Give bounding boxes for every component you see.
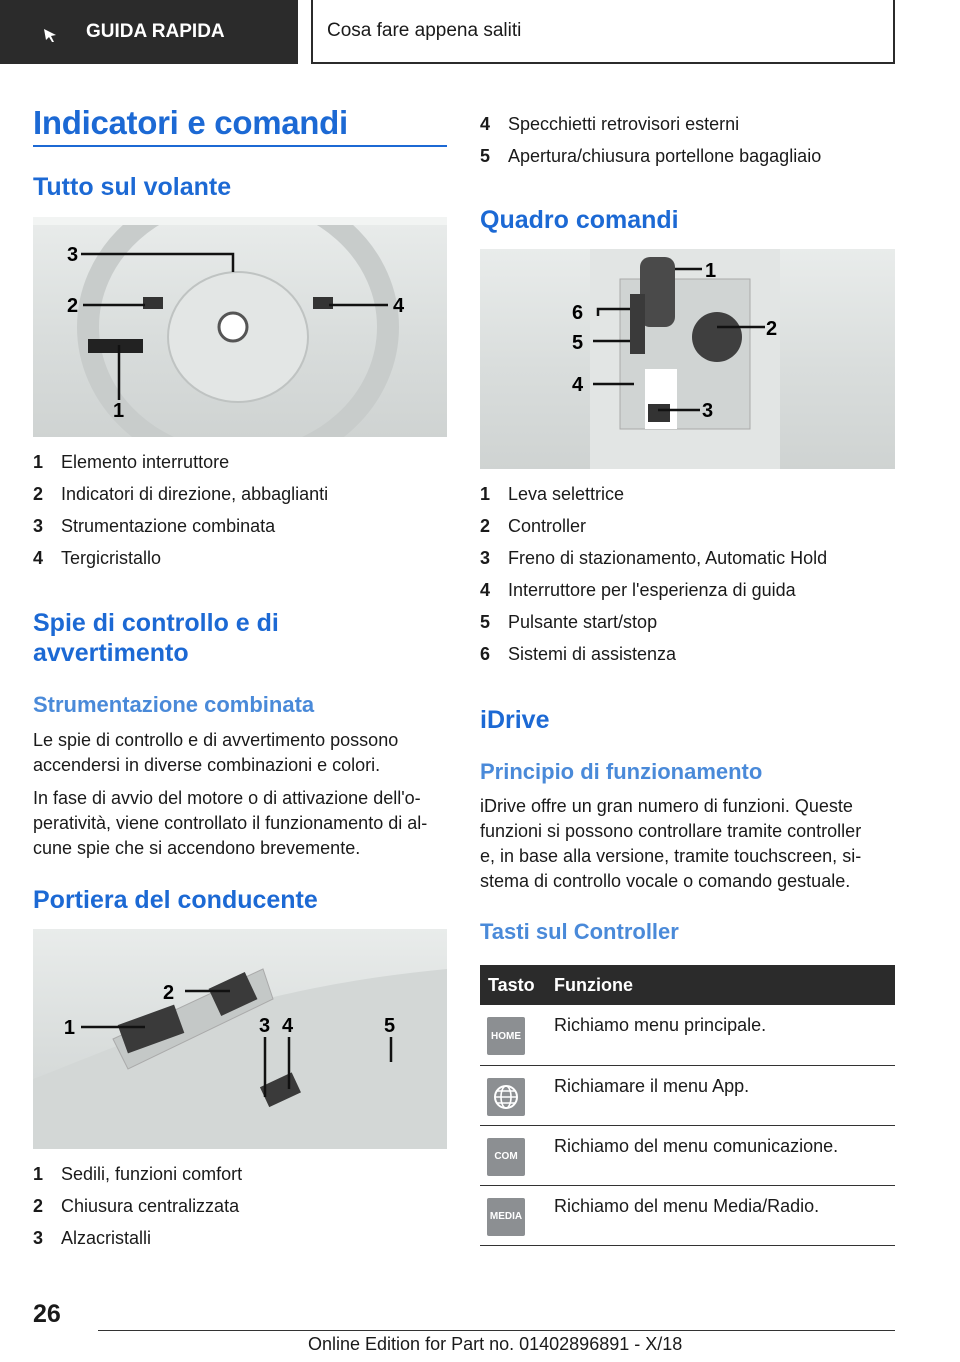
- warnings-heading: Spie di controllo e di avvertimento: [33, 609, 279, 667]
- steering-callout-4: 4: [393, 295, 405, 317]
- door-callout-2: 2: [163, 982, 175, 1004]
- list-item: 4 Tergicristallo: [33, 548, 162, 568]
- list-item: 4 Interruttore per l'esperienza di guida: [480, 580, 796, 600]
- console-callout-3: 3: [702, 400, 714, 422]
- table-cell: Richiamo menu principale.: [550, 1005, 895, 1065]
- console-callout-1: 1: [705, 260, 717, 282]
- table-cell: Richiamo del menu comunicazione.: [550, 1125, 895, 1185]
- idrive-subheading: Principio di funzionamento: [480, 759, 763, 784]
- controller-keys-table: [480, 965, 895, 1246]
- media-key-icon: MEDIA: [487, 1198, 525, 1236]
- table-header-row: [480, 965, 895, 1005]
- steering-callout-3: 3: [67, 244, 79, 266]
- table-row: [480, 1125, 895, 1185]
- steering-wheel-image: [33, 217, 447, 437]
- idrive-paragraph: iDrive offre un gran numero di funzioni. Queste funzioni si possono controllare tramite controller e, in base alla versione, tramite touchscreen, si- stema di controllo vocale o comando gestuale.: [480, 796, 862, 891]
- warnings-subheading: Strumentazione combinata: [33, 692, 315, 717]
- footer-text: Online Edition for Part no. 01402896891 - X/18: [308, 1334, 683, 1354]
- door-callout-5: 5: [384, 1015, 396, 1037]
- home-key-icon: HOME: [487, 1017, 525, 1055]
- door-list-continued: [480, 114, 821, 178]
- console-callout-2: 2: [766, 318, 778, 340]
- controller-keys-heading: Tasti sul Controller: [480, 919, 679, 944]
- warnings-paragraph-1: Le spie di controllo e di avvertimento possono accendersi in diverse combinazioni e colori.: [33, 730, 399, 775]
- table-row: [480, 1005, 895, 1065]
- warnings-paragraph-2: In fase di avvio del motore o di attivazione dell'o- peratività, viene controllato il funzionamento di al- cune spie che si accendono brevemente.: [33, 788, 428, 858]
- list-item: 2 Indicatori di direzione, abbaglianti: [33, 484, 329, 504]
- console-callout-5: 5: [572, 332, 584, 354]
- door-callout-1: 1: [63, 1017, 75, 1039]
- list-item: 6 Sistemi di assistenza: [480, 644, 677, 664]
- door-heading: Portiera del conducente: [33, 886, 318, 914]
- list-item: 1 Sedili, funzioni comfort: [33, 1164, 243, 1184]
- globe-icon: [487, 1078, 525, 1116]
- column-header-function: Funzione: [550, 965, 895, 1005]
- column-header-key: Tasto: [480, 965, 550, 1005]
- steering-heading: Tutto sul volante: [33, 173, 232, 201]
- list-item: 3 Freno di stazionamento, Automatic Hold: [480, 548, 828, 568]
- list-item: 2 Chiusura centralizzata: [33, 1196, 240, 1216]
- idrive-heading: iDrive: [480, 706, 550, 734]
- steering-list: [33, 452, 328, 580]
- footer-divider: [98, 1330, 895, 1331]
- door-list: [33, 1164, 242, 1260]
- steering-callout-2: 2: [67, 295, 79, 317]
- com-key-icon: COM: [487, 1138, 525, 1176]
- console-heading: Quadro comandi: [480, 206, 679, 234]
- console-callout-6: 6: [572, 302, 584, 324]
- list-item: 2 Controller: [480, 516, 587, 536]
- table-cell: Richiamo del menu Media/Radio.: [550, 1185, 895, 1245]
- chapter-tab-label: GUIDA RAPIDA: [86, 21, 225, 42]
- console-callout-4: 4: [572, 374, 584, 396]
- page-title: Indicatori e comandi: [33, 104, 348, 141]
- list-item: 3 Alzacristalli: [33, 1228, 152, 1248]
- table-cell: Richiamare il menu App.: [550, 1065, 895, 1125]
- center-console-image: [480, 249, 895, 469]
- list-item: 4 Specchietti retrovisori esterni: [480, 114, 740, 134]
- list-item: 3 Strumentazione combinata: [33, 516, 276, 536]
- title-divider: [33, 145, 447, 147]
- door-panel-image: [33, 929, 447, 1149]
- page-number: 26: [33, 1300, 61, 1328]
- door-callout-4: 4: [282, 1015, 294, 1037]
- console-list: [480, 484, 827, 676]
- list-item: 5 Pulsante start/stop: [480, 612, 658, 632]
- section-title: Cosa fare appena saliti: [327, 20, 522, 41]
- list-item: 1 Leva selettrice: [480, 484, 625, 504]
- quick-guide-icon: [42, 27, 64, 43]
- list-item: 1 Elemento interruttore: [33, 452, 230, 472]
- list-item: 5 Apertura/chiusura portellone bagagliaio: [480, 146, 822, 166]
- table-row: [480, 1065, 895, 1125]
- section-header: [311, 0, 895, 64]
- table-row: [480, 1185, 895, 1245]
- chapter-tab: [0, 0, 298, 64]
- steering-callout-1: 1: [113, 400, 125, 422]
- door-callout-3: 3: [259, 1015, 271, 1037]
